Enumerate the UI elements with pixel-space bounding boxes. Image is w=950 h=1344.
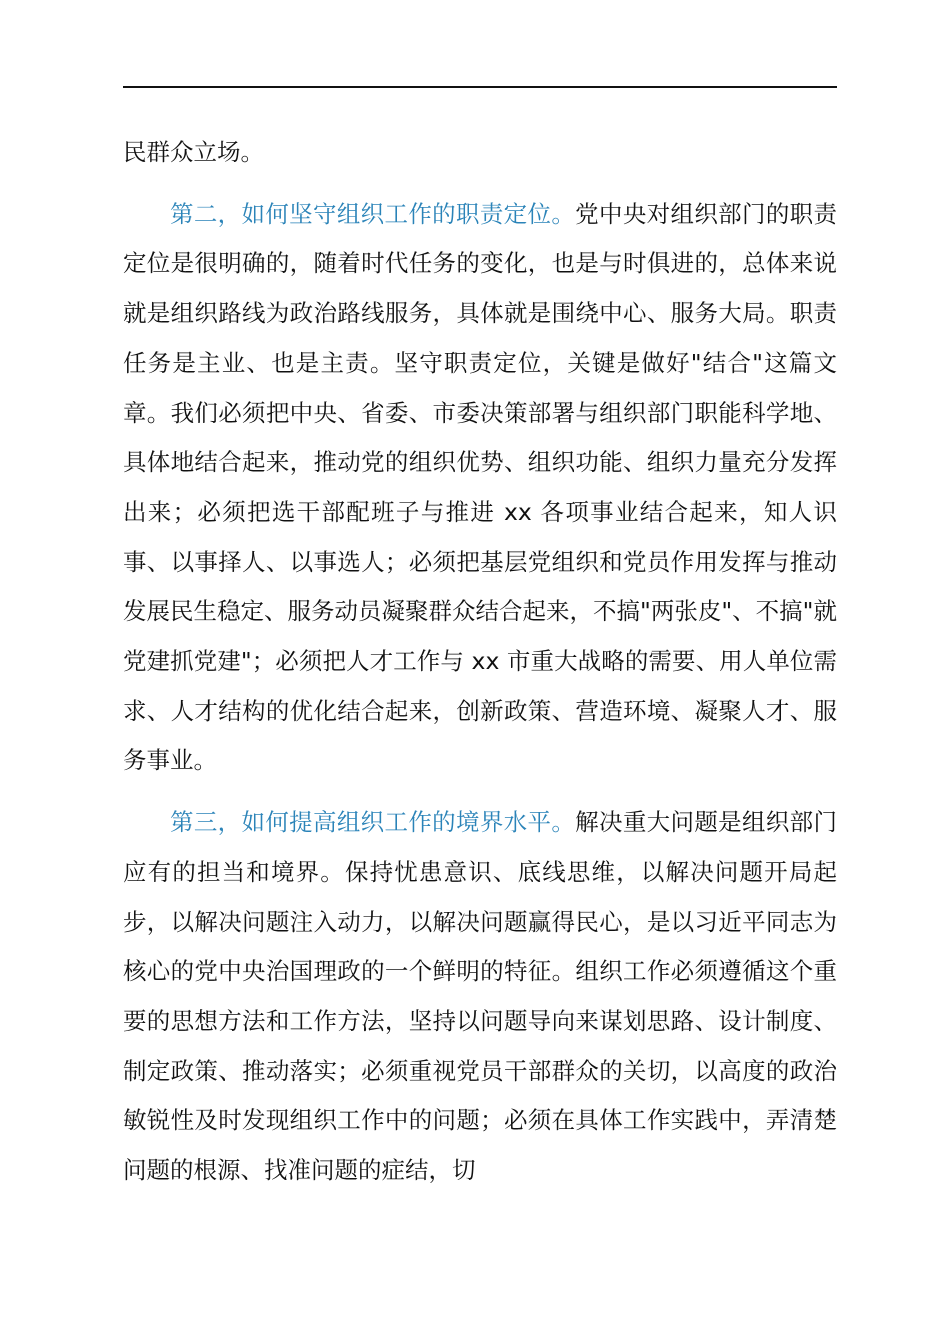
paragraph-second (123, 190, 837, 786)
paragraph-text: 党中央对组织部门的职责定位是很明确的，随着时代任务的变化，也是与时俱进的，总体来说就是组织路线为政治路线服务，具体就是围绕中心、服务大局。职责任务是主业、也是主责。坚守职责定位，关键是做好"结合"这篇文章。我们必须把中央、省委、市委决策部署与组织部门职能科学地、具体地结合起来，推动党的组织优势、组织功能、组织力量充分发挥出来；必须把选干部配班子与推进 xx 各项事业结合起来，知人识事、以事择人、以事选人；必须把基层党组织和党员作用发挥与推动发展民生稳定、服务动员凝聚群众结合起来，不搞"两张皮"、不搞"就党建抓党建"；必须把人才工作与 xx 市重大战略的需要、用人单位需求、人才结构的优化结合起来，创新政策、营造环境、凝聚人才、服务事业。 (123, 199, 838, 775)
paragraph-text: 解决重大问题是组织部门应有的担当和境界。保持忧患意识、底线思维，以解决问题开局起步，以解决问题注入动力，以解决问题赢得民心，是以习近平同志为核心的党中央治国理政的一个鲜明的特征。组织工作必须遵循这个重要的思想方法和工作方法，坚持以问题导向来谋划思路、设计制度、制定政策、推动落实；必须重视党员干部群众的关切，以高度的政治敏锐性及时发现组织工作中的问题；必须在具体工作实践中，弄清楚问题的根源、找准问题的症结，切 (123, 808, 838, 1185)
document-body (123, 128, 837, 1196)
paragraph-continuation (123, 128, 837, 178)
paragraph-text: 民群众立场。 (123, 138, 264, 166)
section-heading: 第二，如何坚守组织工作的职责定位。 (170, 199, 576, 228)
section-heading: 第三，如何提高组织工作的境界水平。 (170, 808, 576, 837)
header-rule (123, 86, 837, 88)
paragraph-third (123, 798, 837, 1196)
